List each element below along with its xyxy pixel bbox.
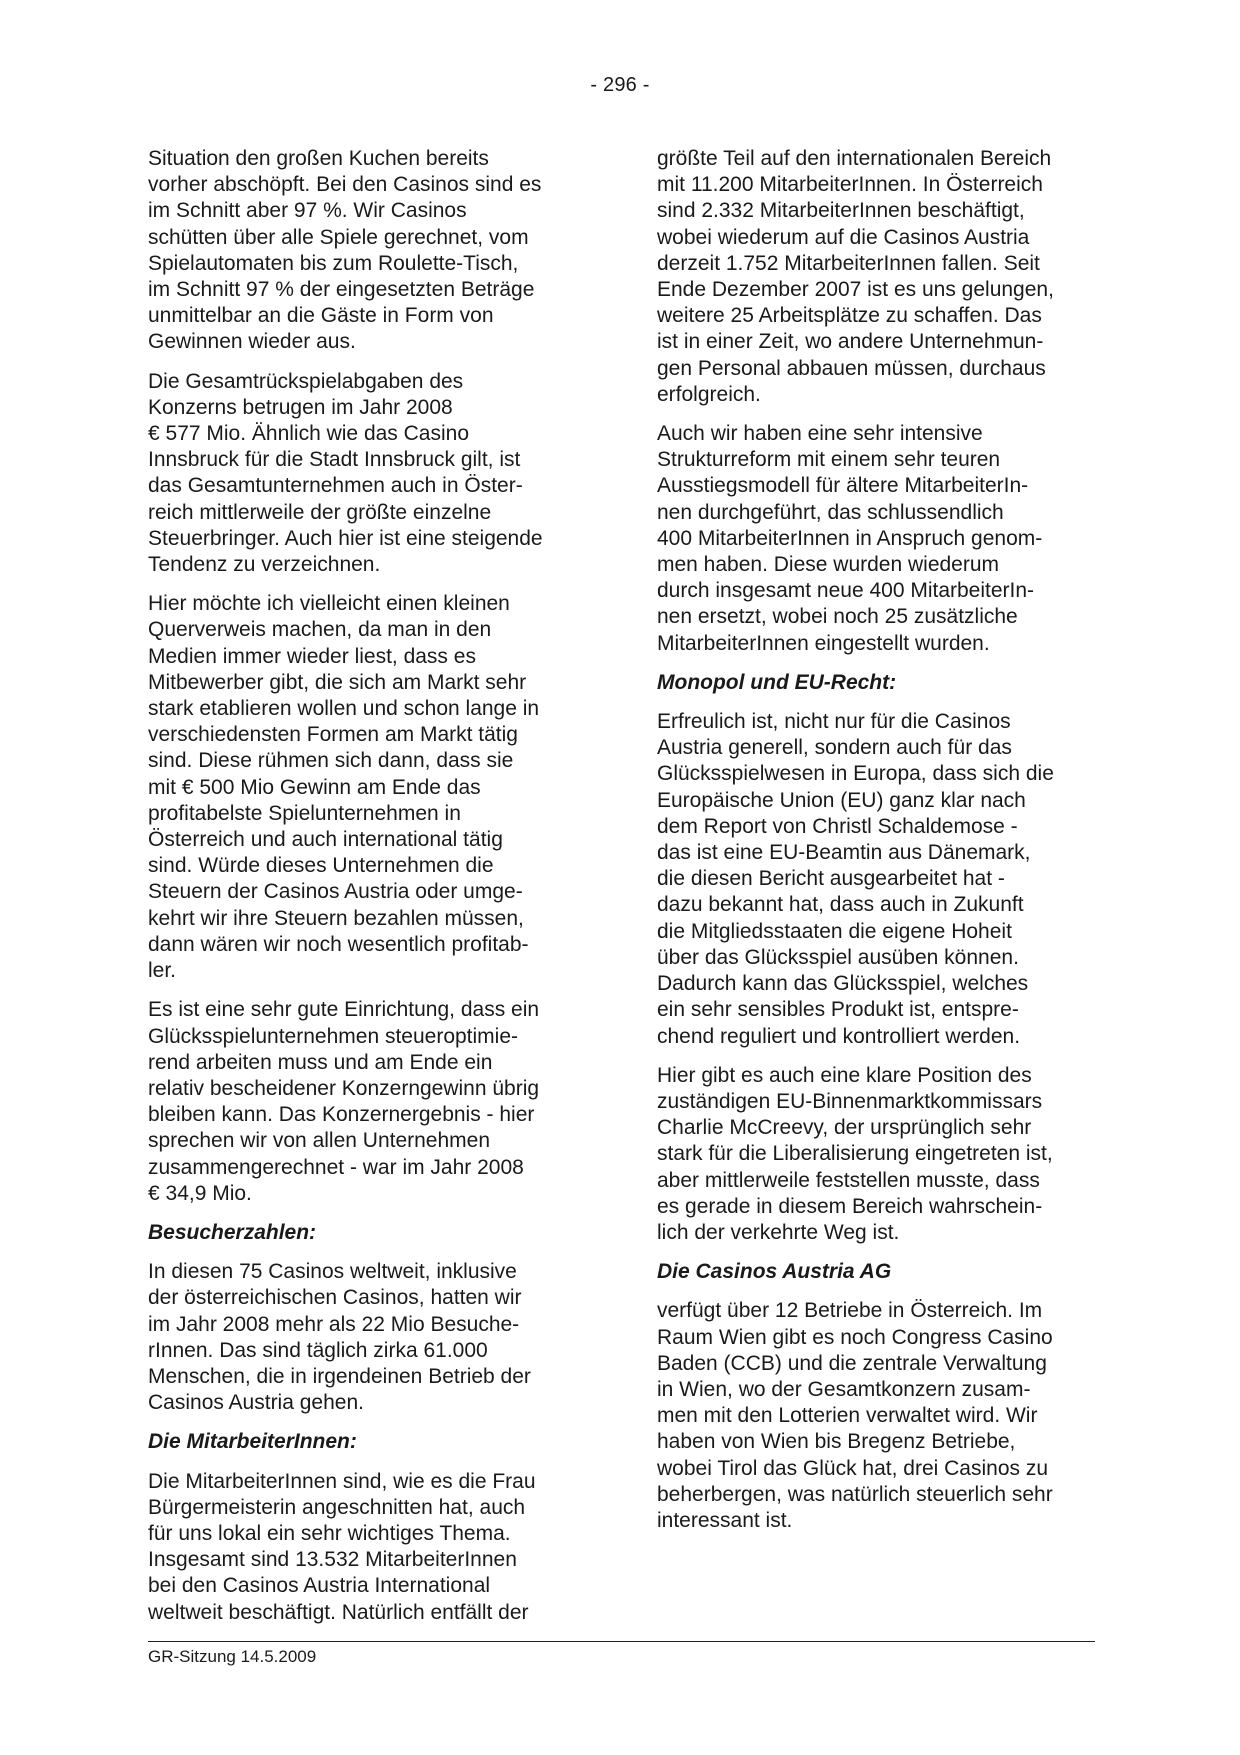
text-line: der österreichischen Casinos, hatten wir [148,1286,522,1310]
section-heading-monopol-und-eu-recht [657,670,1093,696]
text-line: ler. [148,959,177,983]
paragraph [657,146,1093,408]
text-line: 400 MitarbeiterInnen in Anspruch genom- [657,526,1043,550]
text-line: Monopol und EU-Recht: [657,670,897,694]
paragraph [148,1469,584,1626]
right-text-column [657,146,1093,1547]
text-line: rInnen. Das sind täglich zirka 61.000 [148,1338,488,1362]
text-line: Querverweis machen, da man in den [148,618,492,642]
text-line: Austria generell, sondern auch für das [657,736,1012,760]
text-line: zusammengerechnet - war im Jahr 2008 [148,1155,524,1179]
text-line: stark für die Liberalisierung eingetreten ist, [657,1142,1053,1166]
footer-session-label: GR-Sitzung 14.5.2009 [148,1647,317,1666]
paragraph [657,421,1093,657]
text-line: wobei wiederum auf die Casinos Austria [657,225,1030,249]
text-line: Österreich und auch international tätig [148,828,503,852]
text-line: haben von Wien bis Bregenz Betriebe, [657,1430,1016,1454]
text-line: Erfreulich ist, nicht nur für die Casinos [657,710,1011,734]
text-line: € 34,9 Mio. [148,1181,252,1205]
text-line: Steuerbringer. Auch hier ist eine steigende [148,526,543,550]
text-line: Ende Dezember 2007 ist es uns gelungen, [657,278,1054,302]
text-line: für uns lokal ein sehr wichtiges Thema. [148,1521,511,1545]
text-line: bei den Casinos Austria International [148,1574,491,1598]
text-line: derzeit 1.752 MitarbeiterInnen fallen. Seit [657,251,1040,275]
text-line: sind. Würde dieses Unternehmen die [148,854,494,878]
text-line: es gerade in diesem Bereich wahrschein- [657,1194,1043,1218]
text-line: Charlie McCreevy, der ursprünglich sehr [657,1116,1032,1140]
text-line: zuständigen EU-Binnenmarktkommissars [657,1089,1043,1113]
paragraph [148,369,584,579]
text-line: gen Personal abbauen müssen, durchaus [657,356,1046,380]
text-line: Glücksspielunternehmen steueroptimie- [148,1024,519,1048]
text-line: Insgesamt sind 13.532 MitarbeiterInnen [148,1548,517,1572]
text-line: Auch wir haben eine sehr intensive [657,422,983,446]
text-line: Es ist eine sehr gute Einrichtung, dass ein [148,998,540,1022]
text-line: Raum Wien gibt es noch Congress Casino [657,1325,1053,1349]
text-line: Glücksspielwesen in Europa, dass sich die [657,762,1054,786]
text-line: das Gesamtunternehmen auch in Öster- [148,474,523,498]
paragraph [148,591,584,984]
text-line: Strukturreform mit einem sehr teuren [657,448,1001,472]
text-line: mit 11.200 MitarbeiterInnen. In Österreich [657,173,1043,197]
text-line: reich mittlerweile der größte einzelne [148,500,492,524]
paragraph [657,1298,1093,1534]
text-line: Dadurch kann das Glücksspiel, welches [657,972,1029,996]
text-line: Medien immer wieder liest, dass es [148,644,476,668]
text-line: € 577 Mio. Ähnlich wie das Casino [148,422,470,446]
text-line: Mitbewerber gibt, die sich am Markt sehr [148,670,527,694]
text-line: bleiben kann. Das Konzernergebnis - hier [148,1103,535,1127]
text-line: größte Teil auf den internationalen Bereich [657,147,1052,170]
text-line: verfügt über 12 Betriebe in Österreich. Im [657,1299,1043,1323]
text-line: nen durchgeführt, das schlussendlich [657,500,1004,524]
text-line: weltweit beschäftigt. Natürlich entfällt der [148,1600,529,1624]
section-heading-besucherzahlen [148,1220,584,1246]
text-line: dazu bekannt hat, dass auch in Zukunft [657,893,1024,917]
paragraph [148,1259,584,1416]
text-line: im Schnitt aber 97 %. Wir Casinos [148,199,467,223]
footer-divider [148,1641,1095,1642]
text-line: Die Gesamtrückspielabgaben des [148,369,464,393]
text-line: Die Casinos Austria AG [657,1260,892,1284]
text-line: Europäische Union (EU) ganz klar nach [657,788,1026,812]
text-line: relativ bescheidener Konzerngewinn übrig [148,1076,540,1100]
left-text-column [148,146,584,1639]
text-line: Konzerns betrugen im Jahr 2008 [148,395,453,419]
text-line: in Wien, wo der Gesamtkonzern zusam- [657,1377,1031,1401]
text-line: verschiedensten Formen am Markt tätig [148,723,518,747]
text-line: sind 2.332 MitarbeiterInnen beschäftigt, [657,199,1025,223]
text-line: stark etablieren wollen und schon lange in [148,697,540,721]
text-line: men haben. Diese wurden wiederum [657,553,1000,577]
section-heading-die-mitarbeiterinnen [148,1429,584,1455]
text-line: profitabelste Spielunternehmen in [148,801,461,825]
text-line: mit € 500 Mio Gewinn am Ende das [148,775,481,799]
text-line: die Mitgliedsstaaten die eigene Hoheit [657,919,1012,943]
page-number: - 296 - [590,74,650,96]
text-line: nen ersetzt, wobei noch 25 zusätzliche [657,605,1018,629]
text-line: Die MitarbeiterInnen: [148,1430,357,1454]
text-line: Spielautomaten bis zum Roulette-Tisch, [148,251,519,275]
text-line: Menschen, die in irgendeinen Betrieb der [148,1364,531,1388]
text-line: Tendenz zu verzeichnen. [148,553,381,577]
text-line: im Jahr 2008 mehr als 22 Mio Besuche- [148,1312,520,1336]
text-line: über das Glücksspiel ausüben können. [657,945,1019,969]
text-line: men mit den Lotterien verwaltet wird. Wir [657,1404,1038,1428]
paragraph [148,146,584,356]
paragraph [148,997,584,1207]
text-line: im Schnitt 97 % der eingesetzten Beträge [148,278,535,302]
text-line: die diesen Bericht ausgearbeitet hat - [657,867,1005,891]
text-line: Gewinnen wieder aus. [148,330,356,354]
text-line: Hier gibt es auch eine klare Position des [657,1063,1032,1087]
text-line: Steuern der Casinos Austria oder umge- [148,880,523,904]
text-line: aber mittlerweile feststellen musste, dass [657,1168,1040,1192]
text-line: beherbergen, was natürlich steuerlich sehr [657,1482,1053,1506]
text-line: durch insgesamt neue 400 MitarbeiterIn- [657,579,1035,603]
text-line: weitere 25 Arbeitsplätze zu schaffen. Das [657,304,1042,328]
text-line: schütten über alle Spiele gerechnet, vom [148,225,529,249]
text-line: Hier möchte ich vielleicht einen kleinen [148,592,510,616]
text-line: lich der verkehrte Weg ist. [657,1220,900,1244]
text-line: In diesen 75 Casinos weltweit, inklusive [148,1260,517,1284]
text-line: Bürgermeisterin angeschnitten hat, auch [148,1495,526,1519]
text-line: unmittelbar an die Gäste in Form von [148,304,494,328]
text-line: ist in einer Zeit, wo andere Unternehmun- [657,330,1044,354]
text-line: sprechen wir von allen Unternehmen [148,1129,491,1153]
text-line: interessant ist. [657,1508,793,1532]
text-line: Innsbruck für die Stadt Innsbruck gilt, ist [148,448,521,472]
text-line: ein sehr sensibles Produkt ist, entspre- [657,998,1019,1022]
text-line: erfolgreich. [657,382,761,406]
text-line: Casinos Austria gehen. [148,1391,364,1415]
section-heading-die-casinos-austria-ag [657,1259,1093,1285]
text-line: dann wären wir noch wesentlich profitab- [148,932,529,956]
text-line: Situation den großen Kuchen bereits [148,147,489,170]
text-line: dem Report von Christl Schaldemose - [657,814,1018,838]
text-line: chend reguliert und kontrolliert werden. [657,1024,1021,1048]
text-line: kehrt wir ihre Steuern bezahlen müssen, [148,906,524,930]
text-line: Besucherzahlen: [148,1220,317,1244]
text-line: sind. Diese rühmen sich dann, dass sie [148,749,514,773]
paragraph [657,709,1093,1050]
text-line: MitarbeiterInnen eingestellt wurden. [657,631,990,655]
paragraph [657,1063,1093,1246]
text-line: vorher abschöpft. Bei den Casinos sind es [148,173,542,197]
text-line: das ist eine EU-Beamtin aus Dänemark, [657,841,1031,865]
text-line: Baden (CCB) und die zentrale Verwaltung [657,1351,1047,1375]
text-line: Die MitarbeiterInnen sind, wie es die Frau [148,1469,536,1493]
text-line: rend arbeiten muss und am Ende ein [148,1050,493,1074]
text-line: Ausstiegsmodell für ältere MitarbeiterIn- [657,474,1029,498]
text-line: wobei Tirol das Glück hat, drei Casinos zu [657,1456,1049,1480]
